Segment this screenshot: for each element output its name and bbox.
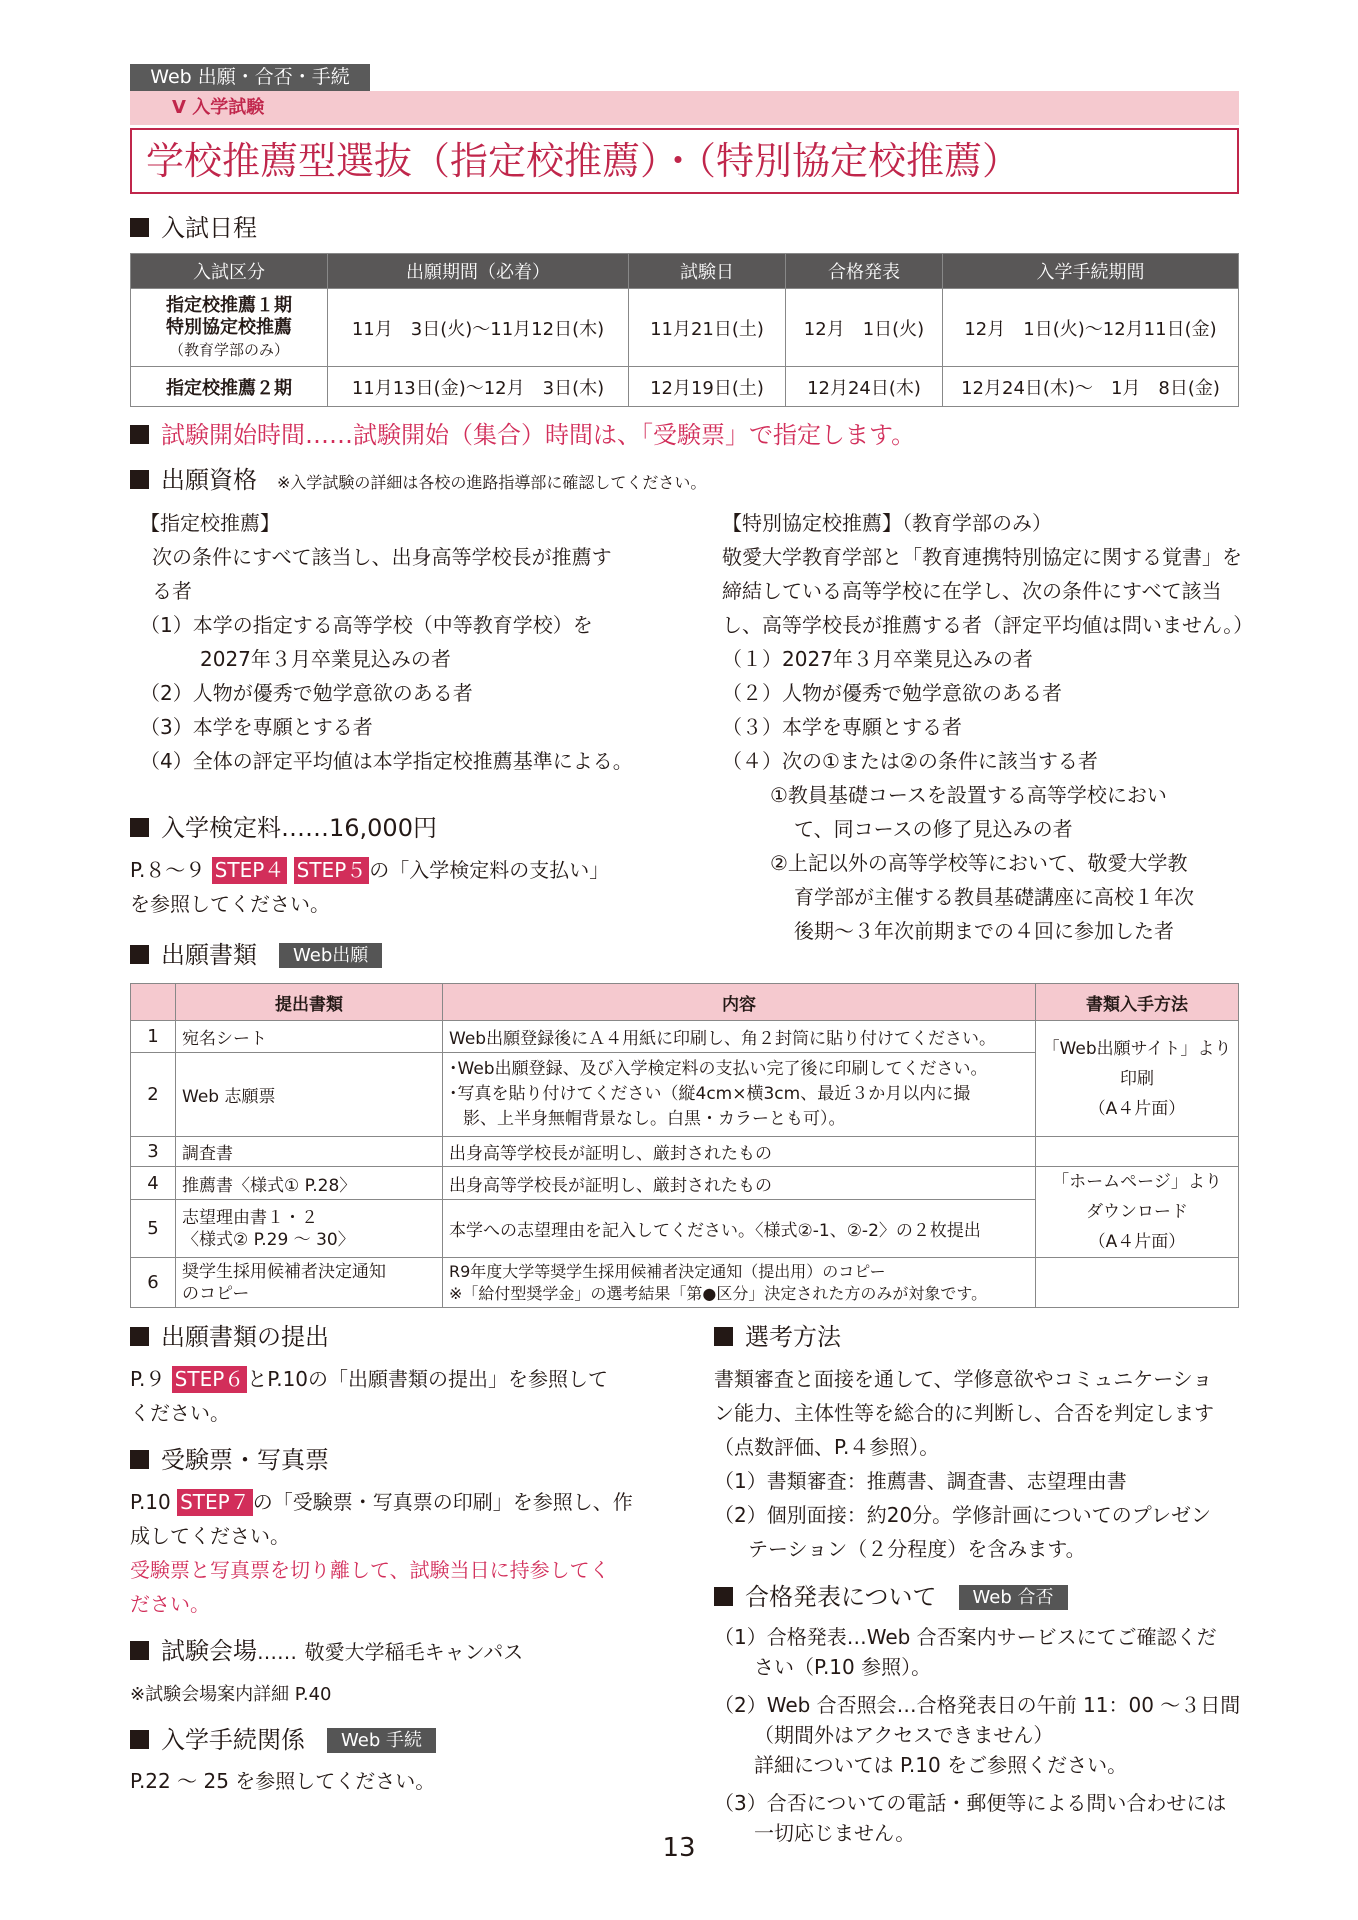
result-date-cell: 12月24日(木)	[786, 367, 943, 407]
method-cell: 「Web出願サイト」より 印刷 （A４片面）	[1036, 1021, 1239, 1137]
table-row	[131, 367, 1239, 407]
announcement-heading: 合格発表について Web 合否	[714, 1582, 1068, 1612]
schedule-heading: 入試日程	[130, 213, 257, 243]
step-badge: STEP７	[177, 1489, 253, 1516]
step-badge: STEP６	[172, 1366, 248, 1393]
table-header: 内容	[443, 984, 1036, 1021]
selection-text: 書類審査と面接を通して、学修意欲やコミュニケーショ ン能力、主体性等を総合的に判断し、合否を判定します （点数評価、P.４参照）。 （1）書類審査：推薦書、調査書、志望理由書 （2）個別面接：約20分。学修計画についてのプレゼン テーション（２分程度）を含みます。	[714, 1367, 1214, 1561]
category-cell: 指定校推薦２期	[131, 367, 328, 407]
table-row: 1 宛名シート Web出願登録後にＡ４用紙に印刷し、角２封筒に貼り付けてください。 「Web出願サイト」より 印刷 （A４片面）	[131, 1021, 1239, 1053]
table-row: 5 志望理由書１・２ 〈様式② P.29 ～ 30〉 本学への志望理由を記入してください。〈様式②-1、②-2〉の２枚提出	[131, 1200, 1239, 1258]
announcement-text: （1）合格発表…Web 合否案内サービスにてご確認くだ さい（P.10 参照）。 （2）Web 合否照会…合格発表日の午前 11：00 ～３日間 （期間外はアクセスできません） 詳細については P.10 をご参照ください。 （3）合否についての電話・郵便等による問い合わせには 一切応じません。	[714, 1625, 1241, 1845]
web-badge: Web出願	[279, 943, 382, 968]
procedure-cell: 12月24日(木)～ 1月 8日(金)	[943, 367, 1239, 407]
ticket-text: P.10 STEP７ の「受験票・写真票の印刷」を参照し、作 成してください。 受験票と写真票を切り離して、試験当日に持参してく ださい。	[130, 1490, 633, 1616]
square-bullet-icon	[714, 1587, 733, 1606]
table-header: 入学手続期間	[943, 254, 1239, 289]
category-cell: 指定校推薦１期 特別協定校推薦 （教育学部のみ）	[131, 289, 328, 367]
documents-heading: 出願書類 Web出願	[130, 940, 382, 970]
square-bullet-icon	[130, 818, 149, 837]
method-cell: 「ホームページ」より ダウンロード （A４片面）	[1036, 1167, 1239, 1258]
table-header-row	[131, 984, 1239, 1021]
table-header: 入試区分	[131, 254, 328, 289]
web-badge: Web 合否	[959, 1585, 1068, 1610]
exam-date-cell: 11月21日(土)	[629, 289, 786, 367]
schedule-table	[130, 253, 1239, 407]
section-tab: Web 出願・合否・手続	[130, 64, 370, 91]
chapter-label: Ⅴ 入学試験	[130, 91, 1239, 125]
web-badge: Web 手続	[327, 1728, 436, 1753]
procedure-cell: 12月 1日(火)～12月11日(金)	[943, 289, 1239, 367]
period-cell: 11月 3日(火)～11月12日(木)	[328, 289, 629, 367]
table-header: 試験日	[629, 254, 786, 289]
documents-table	[130, 983, 1239, 1308]
result-date-cell: 12月 1日(火)	[786, 289, 943, 367]
exam-date-cell: 12月19日(土)	[629, 367, 786, 407]
exam-time-heading: 試験開始時間……試験開始（集合）時間は、「受験票」で指定します。	[130, 420, 915, 450]
selection-heading: 選考方法	[714, 1322, 841, 1352]
venue-heading: 試験会場…… 敬愛大学稲毛キャンパス	[130, 1636, 523, 1667]
venue-note: ※試験会場案内詳細 P.40	[130, 1684, 332, 1705]
submission-text: P.９ STEP６ とP.10の「出願書類の提出」を参照して ください。	[130, 1367, 609, 1425]
submission-heading: 出願書類の提出	[130, 1322, 329, 1352]
procedure-text: P.22 ～ 25 を参照してください。	[130, 1769, 436, 1793]
table-header: 合格発表	[786, 254, 943, 289]
qualification-left: 【指定校推薦】 次の条件にすべて該当し、出身高等学校長が推薦す る者 （1）本学の指定する高等学校（中等教育学校）を 2027年３月卒業見込みの者 （2）人物が優秀で勉学意欲のある者 （3）本学を専願とする者 （4）全体の評定平均値は本学指定校推薦基準による。	[140, 511, 633, 773]
table-header: 提出書類	[176, 984, 443, 1021]
square-bullet-icon	[130, 470, 149, 489]
table-row: 2 Web 志願票 ･Web出願登録、及び入学検定料の支払い完了後に印刷してください。 ･写真を貼り付けてください（縦4cm×横3cm、最近３か月以内に撮 影、上半身無帽背景なし。白黒・カラーとも可）。	[131, 1053, 1239, 1137]
qualification-heading: 出願資格 ※入学試験の詳細は各校の進路指導部に確認してください。	[130, 465, 706, 498]
square-bullet-icon	[714, 1327, 733, 1346]
table-header: 書類入手方法	[1036, 984, 1239, 1021]
square-bullet-icon	[130, 425, 149, 444]
fee-heading: 入学検定料……16,000円	[130, 813, 437, 843]
qualification-right: 【特別協定校推薦】（教育学部のみ） 敬愛大学教育学部と「教育連携特別協定に関する覚書」を 締結している高等学校に在学し、次の条件にすべて該当 し、高等学校長が推薦する者（評定平均値は問いません。） （１）2027年３月卒業見込みの者 （２）人物が優秀で勉学意欲のある者 （３）本学を専願とする者 （４）次の①または②の条件に該当する者 ①教員基礎コースを設置する高等学校におい て、同コースの修了見込みの者 ②上記以外の高等学校等において、敬愛大学教 育学部が主催する教員基礎講座に高校１年次 後期～３年次前期までの４回に参加した者	[722, 511, 1254, 943]
step-badge: STEP４	[212, 857, 288, 884]
square-bullet-icon	[130, 1730, 149, 1749]
square-bullet-icon	[130, 1641, 149, 1660]
square-bullet-icon	[130, 1327, 149, 1346]
fee-text: P.８～９ STEP４ STEP５ の「入学検定料の支払い」 を参照してください。	[130, 858, 610, 916]
step-badge: STEP５	[294, 857, 370, 884]
table-header	[131, 984, 176, 1021]
square-bullet-icon	[130, 218, 149, 237]
procedure-heading: 入学手続関係 Web 手続	[130, 1725, 436, 1755]
page-number: 13	[662, 1833, 696, 1863]
table-row: 4 推薦書〈様式① P.28〉 出身高等学校長が証明し、厳封されたもの 「ホームページ」より ダウンロード （A４片面）	[131, 1167, 1239, 1200]
square-bullet-icon	[130, 1450, 149, 1469]
table-row	[131, 289, 1239, 367]
table-row: 6 奨学生採用候補者決定通知 のコピー R9年度大学等奨学生採用候補者決定通知（提出用）のコピー ※「給付型奨学金」の選考結果「第●区分」決定された方のみが対象です。	[131, 1258, 1239, 1308]
ticket-heading: 受験票・写真票	[130, 1445, 329, 1475]
page-title: 学校推薦型選抜（指定校推薦）・（特別協定校推薦）	[130, 128, 1239, 194]
square-bullet-icon	[130, 945, 149, 964]
table-header-row	[131, 254, 1239, 289]
period-cell: 11月13日(金)～12月 3日(木)	[328, 367, 629, 407]
table-header: 出願期間（必着）	[328, 254, 629, 289]
table-row: 3 調査書 出身高等学校長が証明し、厳封されたもの	[131, 1137, 1239, 1167]
